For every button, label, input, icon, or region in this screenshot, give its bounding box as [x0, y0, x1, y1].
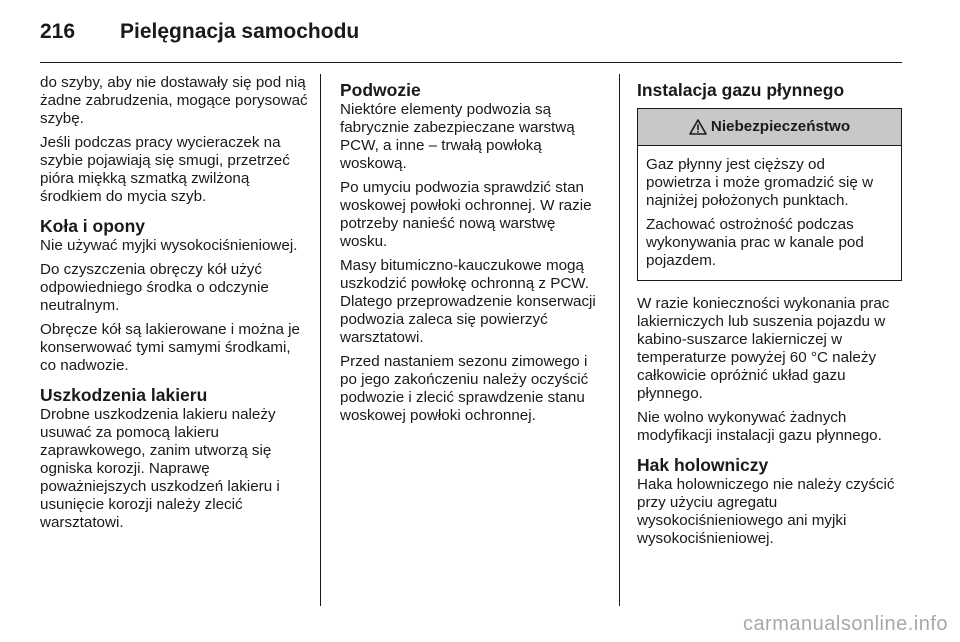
heading-podwozie: Podwozie [340, 80, 421, 100]
header-divider [40, 62, 902, 63]
paragraph: Po umyciu podwozia sprawdzić stan woskowej powłoki ochronnej. W razie potrzeby nanieść nową warstwę wosku. [340, 179, 592, 250]
paragraph: Przed nastaniem sezonu zimowego i po jego zakończeniu należy oczyścić podwozie i zlecić sprawdzenie stanu woskowej powłoki ochronnej. [340, 353, 589, 424]
column-divider [619, 74, 620, 606]
paragraph: Zachować ostrożność podczas wykonywania prac w kanale pod pojazdem. [646, 216, 864, 269]
watermark: carmanualsonline.info [742, 613, 948, 635]
column-2 [340, 74, 604, 431]
page-number: 216 [40, 20, 76, 43]
heading-hak-holowniczy: Hak holowniczy [637, 455, 769, 475]
warning-title: Niebezpieczeństwo [710, 118, 851, 135]
column-divider [320, 74, 321, 606]
warning-body [638, 146, 901, 280]
paragraph: Drobne uszkodzenia lakieru należy usuwać za pomocą lakieru zaprawkowego, zanim utworzą się ogniska korozji. Naprawę poważniejszych uszkodzeń lakieru i usunięcie korozji należy zlecić warsztatowi. [40, 406, 280, 531]
paragraph: Masy bitumiczno-kauczukowe mogą uszkodzić powłokę ochronną z PCW. Dlatego przeprowadzenie konserwacji podwozia zaleca się powierzyć warsztatowi. [340, 257, 596, 346]
paragraph: Nie wolno wykonywać żadnych modyfikacji instalacji gazu płynnego. [637, 409, 882, 444]
paragraph: W razie konieczności wykonania prac lakierniczych lub suszenia pojazdu w kabino-suszarce lakierniczej w temperaturze powyżej 60 °C należy całkowicie opróżnić układ gazu płynnego. [637, 295, 890, 402]
paragraph: Do czyszczenia obręczy kół użyć odpowiedniego środka o odczynie neutralnym. [40, 261, 269, 314]
column-1 [40, 74, 310, 538]
paragraph: Obręcze kół są lakierowane i można je konserwować tymi samymi środkami, co nadwozie. [40, 321, 300, 374]
column-3 [637, 74, 902, 554]
heading-instalacja-gazu: Instalacja gazu płynnego [637, 80, 845, 100]
paragraph: Haka holowniczego nie należy czyścić przy użyciu agregatu wysokociśnieniowego ani myjki wysokociśnieniowej. [637, 476, 895, 547]
warning-icon [689, 119, 707, 135]
page-header [40, 14, 359, 50]
paragraph: do szyby, aby nie dostawały się pod nią żadne zabrudzenia, mogące porysować szybę. [40, 74, 308, 127]
heading-kola-i-opony: Koła i opony [40, 216, 145, 236]
section-title: Pielęgnacja samochodu [120, 20, 360, 43]
heading-uszkodzenia-lakieru: Uszkodzenia lakieru [40, 385, 208, 405]
paragraph: Nie używać myjki wysokociśnieniowej. [40, 237, 298, 254]
paragraph: Jeśli podczas pracy wycieraczek na szybie pojawiają się smugi, przetrzeć pióra miękką szmatką zwilżoną środkiem do mycia szyb. [40, 134, 290, 205]
paragraph: Niektóre elementy podwozia są fabrycznie zabezpieczane warstwą PCW, a inne – trwałą powłoką woskową. [340, 101, 575, 172]
warning-box [637, 108, 902, 281]
warning-header [638, 109, 901, 146]
paragraph: Gaz płynny jest cięższy od powietrza i może gromadzić się w najniżej położonych punktach. [646, 156, 874, 209]
